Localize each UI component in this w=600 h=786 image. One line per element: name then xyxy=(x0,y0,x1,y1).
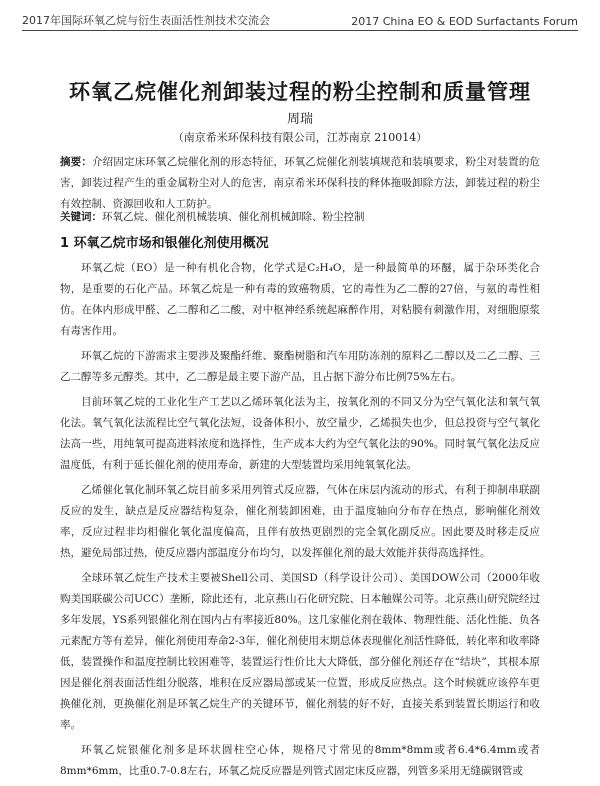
keywords-text: 环氧乙烷、催化剂机械装填、催化剂机械卸除、粉尘控制 xyxy=(102,211,365,223)
body-paragraph: 环氧乙烷的下游需求主要涉及聚酯纤维、聚酯树脂和汽车用防冻剂的原料乙二醇以及二乙二醇、三乙二醇等多元醇类。其中，乙二醇是最主要下游产品，且占据下游分布比例75%左右。 xyxy=(60,350,540,383)
body-paragraph: 目前环氧乙烷的工业化生产工艺以乙烯环氧化法为主，按氧化剂的不同又分为空气氧化法和氧气氧化法。氧气氧化法流程比空气氧化法短，设备体积小，放空量少，乙烯损失也少，但总投资与空气氧化法高一些，用纯氧可提高进料浓度和选择性，生产成本大约为空气氧化法的90%。同时氧气氧化法反应温度低，有利于延长催化剂的使用寿命，新建的大型装置均采用纯氧氧化法。 xyxy=(60,396,540,471)
abstract xyxy=(60,152,540,215)
author-affiliation: （南京希米环保科技有限公司，江苏南京 210014） xyxy=(172,131,428,144)
header-rule xyxy=(22,30,578,31)
body-paragraph: 全球环氧乙烷生产技术主要被Shell公司、美国SD（科学设计公司）、美国DOW公司（2000年收购美国联碳公司UCC）垄断，除此还有，北京燕山石化研究院、日本触媒公司等。北京燕山研究院经过多年发展，YS系列银催化剂在国内占有率接近80%。这几家催化剂在载体、物理性能、活化性能、负各元素配方等有差异，催化剂使用寿命2-3年，催化剂使用末期总体表现催化剂活性降低，转化率和收率降低，装置操作和温度控制比较困难等，装置运行性价比大大降低，部分催化剂还存在“结块”，其根本原因是催化剂表面活性组分脱落，堆积在反应器局部或某一位置，形成反应热点。这个时候就应该停车更换催化剂，更换催化剂是环氧乙烷生产的关键环节，催化剂装的好不好，直接关系到装置长期运行和收率。 xyxy=(60,572,540,731)
abstract-text: 介绍固定床环氧乙烷催化剂的形态特征，环氧乙烷催化剂装填规范和装填要求，粉尘对装置的危害，卸装过程产生的重金属粉尘对人的危害，南京希米环保科技的释体拖吸卸除方法，卸装过程的粉尘有效控制、资源回收和人工防护。 xyxy=(60,156,541,210)
body-paragraph: 环氧乙烷银催化剂多是环状圆柱空心体，规格尺寸常见的8mm*8mm或者6.4*6.4mm或者8mm*6mm，比重0.7-0.8左右，环氧乙烷反应器是列管式固定床反应器，列管多采用无缝碳钢管或 xyxy=(60,744,540,777)
paper-title: 环氧乙烷催化剂卸装过程的粉尘控制和质量管理 xyxy=(69,80,531,105)
section-heading: 1 环氧乙烷市场和银催化剂使用概况 xyxy=(60,236,269,251)
body-paragraph: 乙烯催化氧化制环氧乙烷目前多采用列管式反应器，气体在床层内流动的形式，有利于抑制串联副反应的发生，缺点是反应器结构复杂，催化剂装卸困难，由于温度轴向分布存在热点，影响催化剂效率，反应过程非均相催化氧化温度偏高，且伴有放热更剧烈的完全氧化副反应。因此要及时移走反应热，避免局部过热，使反应器内部温度分布均匀，以发挥催化剂的最大效能并获得高选择性。 xyxy=(60,484,540,559)
section-body xyxy=(60,258,540,786)
running-header-right: 2017 China EO & EOD Surfactants Forum xyxy=(351,15,578,28)
abstract-label: 摘要： xyxy=(60,156,93,168)
keywords-label: 关键词： xyxy=(60,211,102,223)
running-header xyxy=(22,8,578,28)
body-paragraph: 环氧乙烷（EO）是一种有机化合物，化学式是C₂H₄O，是一种最简单的环醚，属于杂环类化合物，是重要的石化产品。环氧乙烷是一种有毒的致癌物质，它的毒性为乙二醇的27倍，与氨的毒性相仿。在体内形成甲醛、乙二醇和乙二酸，对中枢神经系统起麻醉作用，对粘膜有刺激作用，对细胞原浆有毒害作用。 xyxy=(60,262,540,337)
keywords xyxy=(60,207,540,228)
running-header-left: 2017年国际环氧乙烷与衍生表面活性剂技术交流会 xyxy=(22,14,270,27)
author-name: 周瑞 xyxy=(286,112,313,127)
